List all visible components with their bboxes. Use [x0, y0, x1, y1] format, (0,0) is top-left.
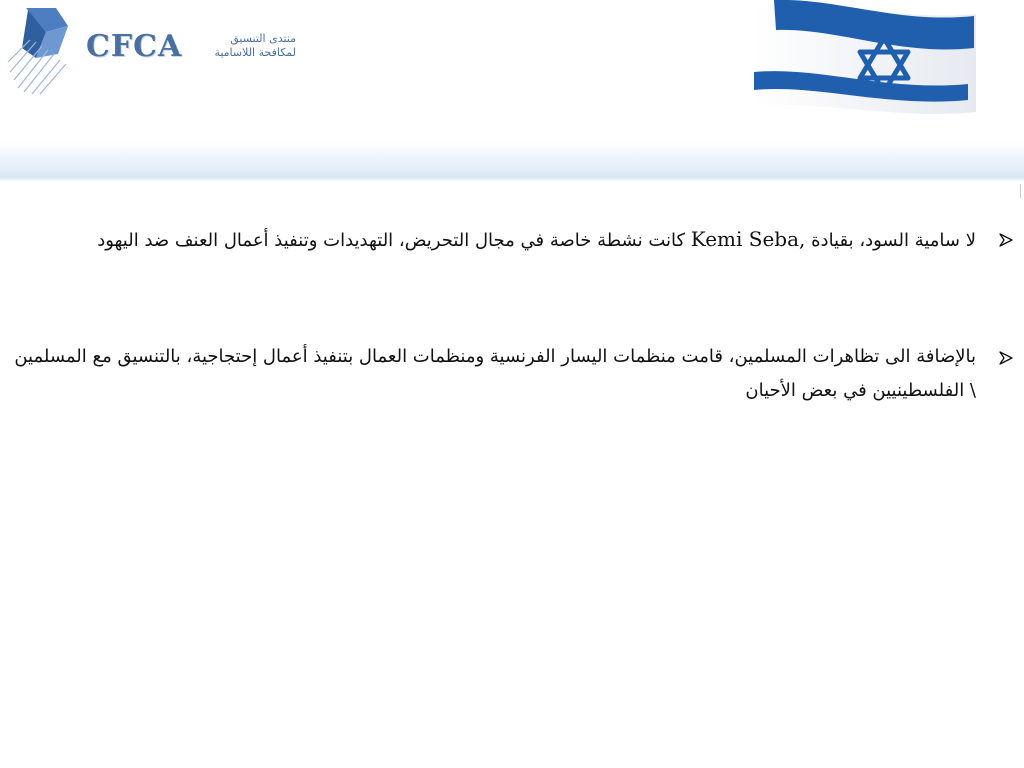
logo-arabic-name	[190, 32, 296, 60]
logo-arabic-line-1: منتدى التنسيق	[230, 32, 296, 45]
logo-title: CFCA	[86, 29, 183, 64]
bullet-person-name: Kemi Seba,	[690, 227, 806, 251]
bullet-item	[10, 340, 976, 408]
bullet-text-after: كانت نشطة خاصة في مجال التحريض، التهديدات وتنفيذ أعمال العنف ضد اليهود	[97, 230, 686, 251]
israel-flag-icon	[748, 0, 980, 120]
logo-emblem-icon	[6, 2, 86, 98]
arrowhead-bullet-icon	[998, 350, 1014, 366]
header-band	[0, 142, 1024, 182]
edge-divider	[1020, 184, 1021, 198]
cfca-logo	[6, 2, 296, 98]
bullet-text-before: لا سامية السود، بقيادة	[811, 230, 976, 251]
logo-arabic-line-2: لمكافحة اللاسامية	[214, 46, 296, 59]
bullet-text: بالإضافة الى تظاهرات المسلمين، قامت منظمات اليسار الفرنسية ومنظمات العمال بتنفيذ أعمال إحتجاجية، بالتنسيق مع المسلمين \ الفلسطينيين في بعض الأحيان	[14, 346, 976, 401]
bullet-item	[10, 222, 976, 258]
arrowhead-bullet-icon	[998, 232, 1014, 248]
